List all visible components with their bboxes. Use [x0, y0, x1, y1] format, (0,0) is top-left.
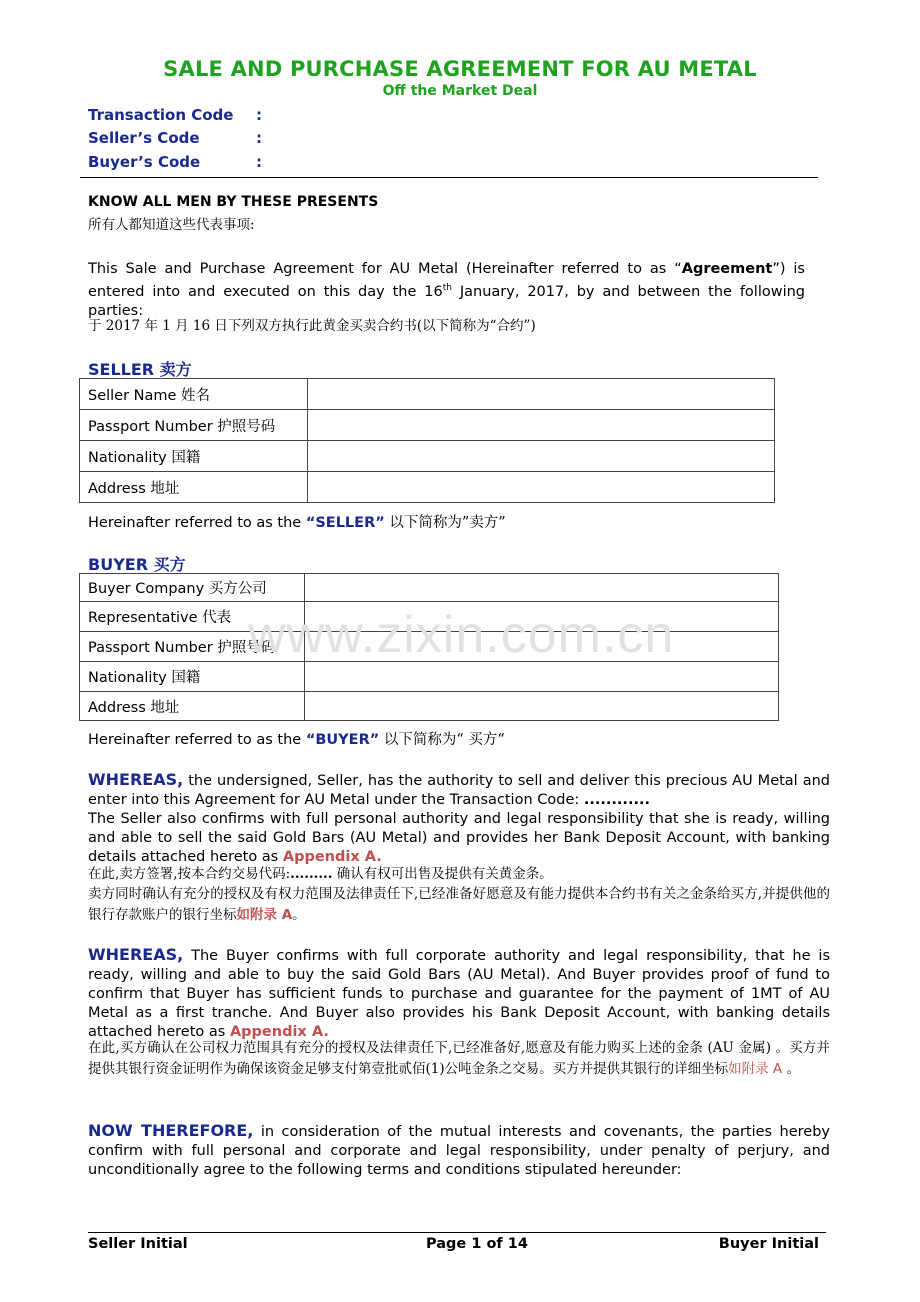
transaction-code-blank-cn: ......... [290, 866, 333, 882]
seller-nationality-field[interactable] [308, 441, 775, 472]
buyer-code-row [88, 153, 262, 171]
seller-address-field[interactable] [308, 472, 775, 503]
seller-reference-text: Hereinafter referred to as the [88, 515, 306, 531]
appendix-a-cn-link[interactable]: 如附录 A [728, 1061, 783, 1077]
table-row [80, 410, 775, 441]
table-row [80, 379, 775, 410]
seller-passport-label: Passport Number 护照号码 [80, 410, 308, 441]
whereas-seller-cn2-text: 卖方同时确认有充分的授权及有权力范围及法律责任下,已经准备好愿意及有能力提供本合约书有关之金条给买方,并提供他的银行存款账户的银行坐标 [88, 886, 830, 923]
ordinal-suffix: th [442, 283, 452, 293]
seller-code-label: Seller’s Code [88, 129, 200, 147]
footer-divider [88, 1232, 826, 1233]
whereas-seller-cn-1 [88, 864, 830, 885]
sentence-end: . [323, 1024, 329, 1040]
seller-reference-cn: 以下简称为”卖方” [384, 515, 506, 531]
seller-address-label: Address 地址 [80, 472, 308, 503]
buyer-code-separator: : [256, 153, 262, 171]
seller-initial-label: Seller Initial [88, 1236, 188, 1252]
whereas-seller-text-a: the undersigned, Seller, has the authority to sell and deliver this precious AU Metal and enter into this Agreement for AU Metal under the Transaction Code: [88, 773, 830, 808]
buyer-nationality-label: Nationality 国籍 [80, 662, 305, 692]
buyer-heading: BUYER 买方 [88, 555, 186, 574]
now-therefore-paragraph [88, 1121, 830, 1180]
buyer-nationality-field[interactable] [305, 662, 779, 692]
buyer-reference-text: Hereinafter referred to as the [88, 732, 306, 748]
whereas-seller-cn-2 [88, 884, 830, 926]
appendix-a-link[interactable]: Appendix A [229, 1024, 324, 1040]
buyer-company-label: Buyer Company 买方公司 [80, 574, 305, 602]
seller-passport-field[interactable] [308, 410, 775, 441]
whereas-buyer-text: The Buyer confirms with full corporate authority and legal responsibility, that he is ready, willing and able to buy the said Gold Bars (AU Metal). And Buyer provides proof of fund to confirm that Buyer has sufficient funds to purchase and guarantee for the payment of 1MT of AU Metal as a first tranche. And Buyer also provides his Bank Deposit Account, with banking details attached hereto as [88, 948, 830, 1040]
intro-paragraph-cn: 于 2017 年 1 月 16 日下列双方执行此黄金买卖合约书(以下简称为“合约”) [88, 318, 536, 334]
seller-heading: SELLER 卖方 [88, 360, 192, 379]
buyer-passport-label: Passport Number 护照号码 [80, 632, 305, 662]
appendix-a-cn-link[interactable]: 如附录 A [236, 907, 293, 923]
buyer-reference [88, 728, 505, 749]
intro-paragraph [88, 260, 805, 321]
page-number: Page 1 of 14 [426, 1236, 528, 1252]
buyer-reference-cn: 以下简称为“ 买方“ [379, 732, 505, 748]
buyer-address-field[interactable] [305, 692, 779, 721]
whereas-seller-cn-text-b: 确认有权可出售及提供有关黄金条。 [332, 866, 553, 882]
transaction-code-row [88, 106, 262, 124]
whereas-buyer-cn [88, 1038, 830, 1080]
agreement-term: Agreement [681, 261, 773, 277]
buyer-address-label: Address 地址 [80, 692, 305, 721]
transaction-code-blank: ............ [583, 792, 650, 808]
sentence-end: . [376, 849, 382, 865]
header-divider [80, 177, 818, 178]
now-therefore-text: in consideration of the mutual interests and covenants, the parties hereby confirm with full personal and corporate and legal responsibility, under penalty of perjury, and unconditionally agree to the following terms and conditions stipulated hereunder: [88, 1124, 831, 1178]
transaction-code-separator: : [256, 106, 262, 124]
buyer-company-field[interactable] [305, 574, 779, 602]
intro-text-c: January, 2017, by and between the following parties: [88, 283, 806, 319]
document-subtitle: Off the Market Deal [382, 83, 538, 99]
cn-sentence-end: 。 [782, 1061, 800, 1077]
whereas-lead: WHEREAS, [88, 770, 184, 789]
whereas-lead: WHEREAS, [88, 945, 184, 964]
cn-sentence-end: 。 [292, 907, 306, 923]
buyer-term: “BUYER” [305, 732, 380, 748]
intro-heading: KNOW ALL MEN BY THESE PRESENTS [88, 194, 379, 210]
table-row [80, 574, 779, 602]
seller-name-field[interactable] [308, 379, 775, 410]
intro-text-b: ”) is entered into and executed on this day the 16 [88, 261, 805, 300]
table-row [80, 692, 779, 721]
seller-code-separator: : [256, 129, 262, 147]
intro-heading-cn: 所有人都知道这些代表事项: [88, 217, 255, 233]
seller-name-label: Seller Name 姓名 [80, 379, 308, 410]
whereas-buyer-paragraph [88, 945, 830, 1042]
transaction-code-label: Transaction Code [88, 106, 234, 124]
whereas-seller-paragraph [88, 770, 830, 867]
buyer-representative-label: Representative 代表 [80, 602, 305, 632]
buyer-code-label: Buyer’s Code [88, 153, 201, 171]
now-therefore-lead: NOW THEREFORE, [88, 1121, 254, 1140]
buyer-initial-label: Buyer Initial [718, 1236, 819, 1252]
whereas-seller-cn-text: 在此,卖方签署,按本合约交易代码: [88, 866, 291, 882]
whereas-seller-text-b: The Seller also confirms with full personal authority and legal responsibility that she is ready, willing and able to sell the said Gold Bars (AU Metal) and provides her Bank Deposit Account, with banking details attached hereto as [88, 811, 830, 865]
document-title: SALE AND PURCHASE AGREEMENT FOR AU METAL [163, 57, 757, 81]
table-row [80, 441, 775, 472]
intro-text-a: This Sale and Purchase Agreement for AU Metal (Hereinafter referred to as “ [88, 261, 682, 277]
table-row [80, 662, 779, 692]
seller-reference [88, 511, 506, 532]
seller-term: “SELLER” [305, 515, 385, 531]
seller-nationality-label: Nationality 国籍 [80, 441, 308, 472]
appendix-a-link[interactable]: Appendix A [282, 849, 377, 865]
whereas-buyer-cn-text: 在此,买方确认在公司权力范围具有充分的授权及法律责任下,已经准备好,愿意及有能力购买上述的金条 (AU 金属) 。买方并提供其银行资金证明作为确保该资金足够支付第壹批贰佰(1)公吨金条之交易。买方并提供其银行的详细坐标 [88, 1040, 830, 1077]
seller-code-row [88, 129, 262, 147]
table-row [80, 472, 775, 503]
watermark: www.zixin.com.cn [248, 606, 675, 664]
seller-table [79, 378, 775, 503]
